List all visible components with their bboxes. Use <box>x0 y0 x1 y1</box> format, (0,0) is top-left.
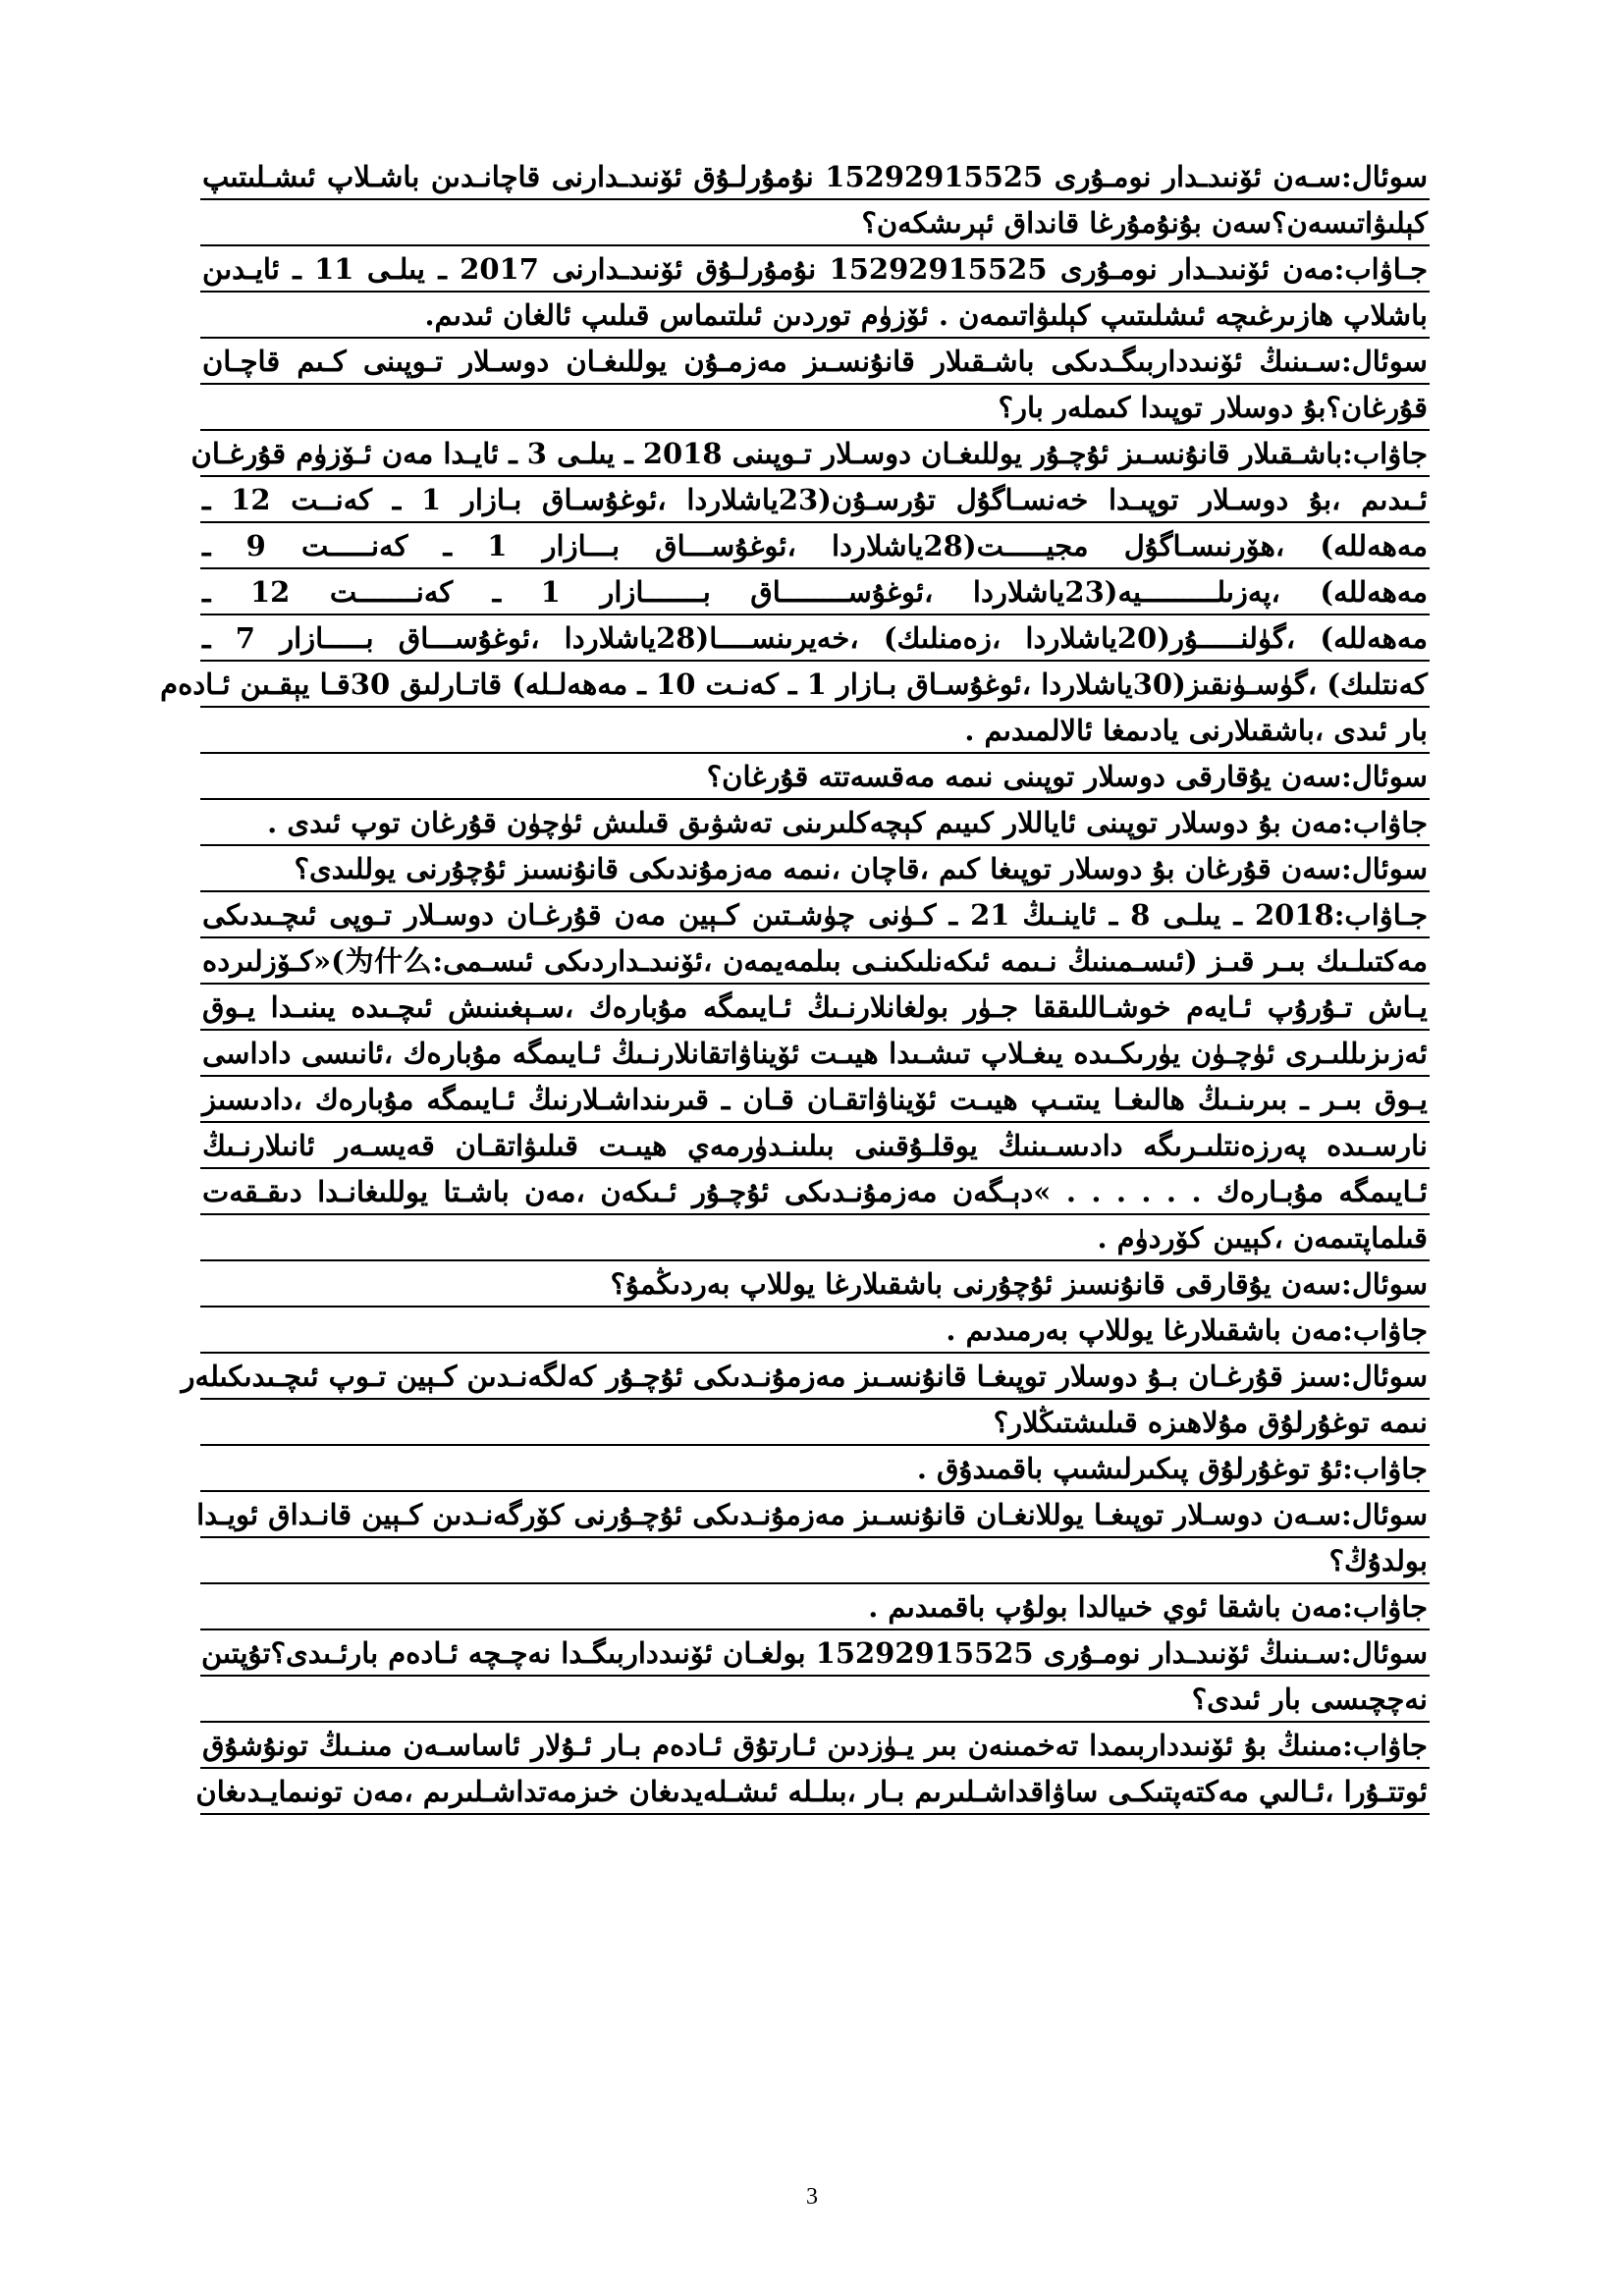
text-line <box>200 293 1430 339</box>
text-line-content: مەھەللە) ،گۈلنـــــۇر(20ياشلاردا ،زەمنلىك) ،خەيرىنســــا(28ياشلاردا ،ئوغۇســـاق بـــــازار 7 ـ <box>202 621 1428 655</box>
text-line <box>200 1031 1430 1077</box>
text-line <box>200 754 1430 800</box>
text-line <box>200 846 1430 892</box>
text-line-content: سوئال:سـىنىڭ ئۆنىدداربىگـدىكى باشـقىلار قانۇنسـىز مەزمـۇن يوللىغـان دوسـلار تـوپىنى كـىم قاچـان <box>202 345 1428 378</box>
text-line <box>200 477 1430 523</box>
text-line <box>200 1215 1430 1261</box>
text-line-content: سوئال:سەن يۇقارقى دوسلار توپىنى نىمە مەقسەتتە قۇرغان؟ <box>706 760 1428 793</box>
text-line <box>200 523 1430 569</box>
text-line <box>200 1123 1430 1169</box>
text-line-content: ئوتتـۇرا ،ئـالىي مەكتەپتىكـى ساۋاقداشـلىرىم بـار ،بىلـلە ئىشـلەيدىغان خىزمەتداشـلىرىم ،مەن تونىمايـدىغان <box>195 1775 1428 1808</box>
text-line-content: سوئال:سەن يۇقارقى قانۇنسىز ئۇچۇرنى باشقىلارغا يوللاپ بەردىڭمۇ؟ <box>610 1267 1428 1301</box>
text-line <box>200 892 1430 938</box>
text-line <box>200 1308 1430 1354</box>
text-line <box>200 985 1430 1031</box>
text-line-content: جاۋاب:باشـقىلار قانۇنسـىز ئۇچـۇر يوللىغـان دوسـلار تـوپىنى 2018 ـ يىلـى 3 ـ ئايـدا مەن ئـۆزۈم قۇرغـان <box>190 437 1428 470</box>
page-number: 3 <box>806 2184 818 2210</box>
text-line <box>200 569 1430 615</box>
text-line-content: ئـىدىم ،بۇ دوسـلار توپىـدا خەنسـاگۇل تۇرسـۇن(23ياشلاردا ،ئوغۇسـاق بـازار 1 ـ كەنــت 12 ـ <box>202 483 1428 516</box>
text-line-content: جـاۋاب:مەن ئۆنىدـدار نومـۇرى 15292915525 نۇمۇرلـۇق ئۆنىدـدارنى 2017 ـ يىلـى 11 ـ ئايـدىن <box>202 252 1428 286</box>
text-line-content: يـوق بىـر ـ بىرىنـىڭ ھالىغـا يىتىـپ ھيىـت ئۆيناۋاتقـان قـان ـ قىرىنداشـلارنىڭ ئـايىمگە مۇبارەك ،دادىسىز <box>202 1083 1428 1116</box>
text-line <box>200 246 1430 293</box>
text-line-content: كەنتلىك) ،گۈسـۈنقىز(30ياشلاردا ،ئوغۇسـاق بـازار 1 ـ كەنـت 10 ـ مەھەلـلە) قاتـارلىق 30قـا يېقـىن ئـادەم <box>160 667 1428 701</box>
text-line-content: قىلماپتىمەن ،كېيىن كۆردۈم . <box>1097 1221 1428 1255</box>
text-line <box>200 1538 1430 1584</box>
text-line-content: مەھەللە) ،ھۆرنىسـاگۇل مجيـــــت(28ياشلاردا ،ئوغۇســـاق بـــازار 1 ـ كەنـــــت 9 ـ <box>202 529 1429 562</box>
text-line <box>200 615 1430 662</box>
text-line-content: جاۋاب:مەن بۇ دوسلار توپىنى ئاياللار كىيىم كېچەكلىرىنى تەشۋىق قىلىش ئۈچۈن قۇرغان توپ ئىدى . <box>267 806 1428 839</box>
text-line-content: يـاش تـۇرۇپ ئـايەم خوشـاللىققا جـۈر بولغانلارنـىڭ ئـايىمگە مۇبارەك ،سـېغىنىش ئىچـىدە يىنىـدا يـوق <box>202 990 1428 1024</box>
text-line <box>190 431 1430 477</box>
text-line-content: كېلىۋاتىسەن؟سەن بۇنۇمۇرغا قانداق ئېرىشكەن؟ <box>861 206 1428 240</box>
text-line <box>200 1584 1430 1630</box>
text-line-content: سوئال:سـەن دوسـلار توپىغـا يوللانغـان قانۇنسـىز مەزمۇنـدىكى ئۇچـۇرنى كۆرگەنـدىن كـېين قانـداق ئويـدا <box>196 1498 1428 1531</box>
text-line-content: بولدۇڭ؟ <box>1328 1544 1428 1577</box>
text-line-content: سوئال:سـەن ئۆنىدـدار نومـۇرى 15292915525 نۇمۇرلـۇق ئۆنىدـدارنى قاچانـدىن باشـلاپ ئىشـلىتىپ <box>202 160 1428 193</box>
text-line-content: بار ئىدى ،باشقىلارنى يادىمغا ئالالمىدىم . <box>964 714 1428 747</box>
text-line-content: جـاۋاب:2018 ـ يىلـى 8 ـ ئاينـىڭ 21 ـ كـۈنى چۈشـتىن كـېين مەن قۇرغـان دوسـلار تـوپى ئىچـىدىكى <box>202 898 1429 932</box>
text-line-content: ئەزىزىللىـرى ئۈچـۈن يۈرىكـىدە يىغـلاپ تىشـىدا ھيىـت ئۆيناۋاتقانلارنـىڭ ئـايىمگە مۇبارەك ،ئانىسى داداسى <box>202 1037 1428 1070</box>
text-line <box>200 1169 1430 1215</box>
text-line-content: سوئال:سىز قۇرغـان بـۇ دوسلار توپىغـا قانۇنسـىز مەزمۇنـدىكى ئۇچـۇر كەلگەنـدىن كـېين تـوپ ئىچـىدىكىلەر <box>181 1360 1428 1393</box>
document-body <box>160 154 1430 1815</box>
text-line <box>200 1400 1430 1446</box>
text-line <box>196 1492 1430 1538</box>
text-line-content: مەھەللە) ،پەزىلـــــــــيە(23ياشلاردا ،ئوغۇســــــــاق بـــــــازار 1 ـ كەنـــــــت 12 ـ <box>202 575 1428 609</box>
text-line <box>200 708 1430 754</box>
text-line <box>200 800 1430 846</box>
text-line <box>200 1077 1430 1123</box>
text-line-content: سوئال:سەن قۇرغان بۇ دوسلار توپىغا كىم ،قاچان ،نىمە مەزمۇندىكى قانۇنسىز ئۇچۇرنى يوللىدى؟ <box>294 852 1428 885</box>
text-line-content: جاۋاب:ئۇ توغۇرلۇق پىكىرلىشىپ باقمىدۇق . <box>916 1452 1428 1485</box>
text-line-content: جاۋاب:مىنىڭ بۇ ئۆنىدداربىمدا تەخمىنەن بىر يـۈزدىن ئـارتۇق ئـادەم بـار ئـۇلار ئاساسـەن مىنـىڭ تونۇشۇق <box>202 1729 1428 1762</box>
text-line-content: جاۋاب:مەن باشقىلارغا يوللاپ بەرمىدىم . <box>946 1313 1428 1347</box>
text-line-content: نىمە توغۇرلۇق مۇلاھىزە قىلىشتىڭلار؟ <box>993 1406 1428 1439</box>
text-line <box>160 662 1430 708</box>
text-line <box>200 385 1430 431</box>
text-line-content: نارسـىدە پەرزەنتلىـرىگە دادىسـىنىڭ يوقلـۇقىنى بىلىنـدۈرمەي ھيىـت قىلىۋاتقـان قەيسـەر ئانىلارنـىڭ <box>202 1129 1428 1162</box>
text-line <box>200 1446 1430 1492</box>
text-line <box>200 1630 1430 1677</box>
text-line <box>200 200 1430 246</box>
text-line <box>200 1677 1430 1723</box>
text-line-content: مەكتىلـىك بىـر قىـز (ئىسـمىنىڭ نـىمە ئىكەنلىكىنـى بىلمەيمەن ،ئۆنىدـداردىكى ئىسـمى:为什么)«كـۆزلىردە <box>202 944 1428 978</box>
text-line <box>195 1769 1430 1815</box>
text-line <box>200 1723 1430 1769</box>
text-line <box>200 154 1430 200</box>
text-line <box>200 339 1430 385</box>
text-line-content: قۇرغان؟بۇ دوسلار توپىدا كىملەر بار؟ <box>998 391 1428 424</box>
text-line-content: باشلاپ ھازىرغىچە ئىشلىتىپ كېلىۋاتىمەن . ئۆزۈم توردىن ئىلتىماس قىلىپ ئالغان ئىدىم. <box>424 298 1428 332</box>
text-line <box>200 1261 1430 1308</box>
text-line-content: سوئال:سـىنىڭ ئۆنىدـدار نومـۇرى 15292915525 بولغـان ئۆنىدداربىگـدا نەچـچە ئـادەم بارئـىدى؟تۇپتىن <box>200 1636 1428 1670</box>
text-line <box>200 938 1430 985</box>
text-line-content: نەچچىسى بار ئىدى؟ <box>1191 1682 1428 1716</box>
text-line <box>181 1354 1430 1400</box>
text-line-content: ئـايىمگە مۇبـارەك . . . . . . »دېـگەن مەزمۇنـدىكى ئۇچـۇر ئـىكەن ،مەن باشـتا يوللىغانـدا دىقـقەت <box>202 1175 1428 1208</box>
text-line-content: جاۋاب:مەن باشقا ئوي خىيالدا بولۇپ باقمىدىم . <box>868 1590 1428 1624</box>
